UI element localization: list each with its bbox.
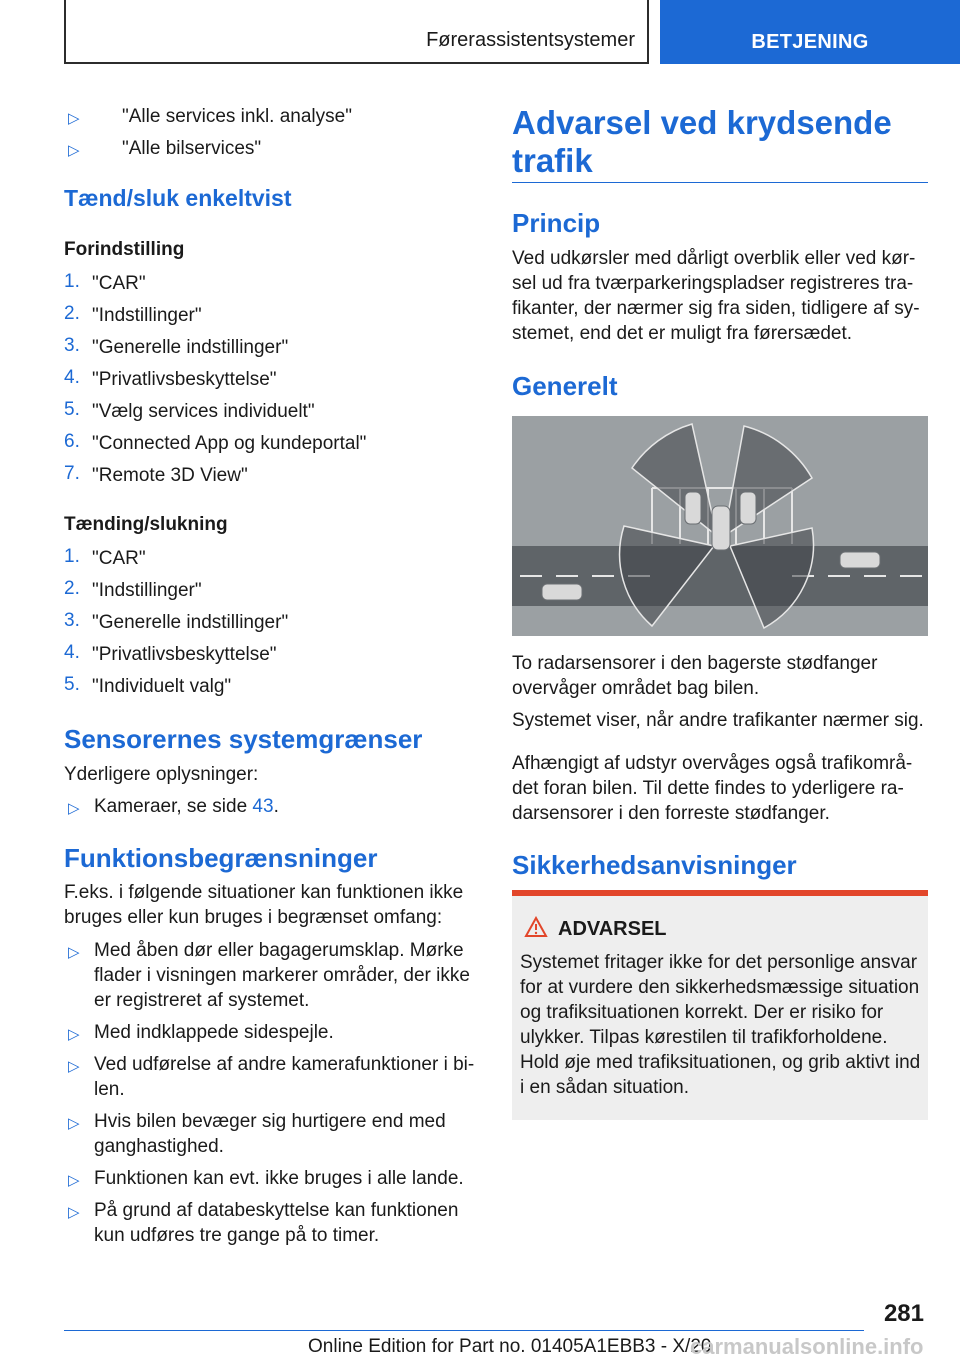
step-number: 5. — [64, 674, 80, 695]
limits-intro-line: F.eks. i følgende situationer kan funktionen ikke — [64, 882, 464, 903]
step-number: 4. — [64, 642, 80, 663]
limit-bullet-line: Funktionen kan evt. ikke bruges i alle lande. — [94, 1168, 464, 1189]
header-section-title: Førerassistentsystemer — [426, 29, 635, 51]
warning-line: og trafiksituationen korrekt. Der er risiko for — [520, 1002, 884, 1023]
step-number: 7. — [64, 463, 80, 484]
principle-line: fikanter, der nærmer sig fra siden, tidligere af sy- — [512, 298, 920, 319]
general-line: darsensorer i den forreste stødfanger. — [512, 803, 830, 824]
warning-label: ADVARSEL — [558, 918, 667, 940]
general-line: Systemet viser, når andre trafikanter nærmer sig. — [512, 710, 924, 731]
cross-traffic-illustration — [512, 416, 928, 636]
heading-safety: Sikkerhedsanvisninger — [512, 850, 797, 880]
step-text: "Privatlivsbeskyttelse" — [92, 644, 277, 665]
bullet-triangle-icon: ▷ — [68, 1058, 80, 1075]
step-number: 2. — [64, 578, 80, 599]
bullet-triangle-icon: ▷ — [68, 800, 80, 817]
sensors-intro: Yderligere oplysninger: — [64, 764, 259, 785]
heading-general: Generelt — [512, 371, 618, 401]
step-text: "Vælg services individuelt" — [92, 401, 315, 422]
step-text: "CAR" — [92, 273, 146, 294]
warning-line: for at vurdere den sikkerhedsmæssige situation — [520, 977, 920, 998]
preset-label: Forindstilling — [64, 239, 185, 260]
general-line: To radarsensorer i den bagerste stødfanger — [512, 653, 878, 674]
step-text: "Connected App og kundeportal" — [92, 433, 367, 454]
limit-bullet-line: flader i visningen markerer områder, der ikke — [94, 965, 470, 986]
title-rule — [512, 182, 928, 183]
limits-intro-line: bruges eller kun bruges i begrænset omfang: — [64, 907, 443, 928]
page-link[interactable]: 43 — [252, 796, 274, 817]
limit-bullet-line: Ved udførelse af andre kamerafunktioner i bi- — [94, 1054, 475, 1075]
limit-bullet-line: er registreret af systemet. — [94, 990, 310, 1011]
step-text: "Remote 3D View" — [92, 465, 248, 486]
footer-rule — [64, 1330, 864, 1331]
sensors-bullet — [94, 794, 279, 819]
step-text: "Privatlivsbeskyttelse" — [92, 369, 277, 390]
limit-bullet-line: Med indklappede sidespejle. — [94, 1022, 334, 1043]
footer-watermark: carmanualsonline.info — [690, 1334, 924, 1359]
bullet-triangle-icon: ▷ — [68, 1204, 80, 1221]
heading-sensors: Sensorernes systemgrænser — [64, 724, 423, 754]
step-text: "Indstillinger" — [92, 305, 202, 326]
step-number: 3. — [64, 610, 80, 631]
step-number: 1. — [64, 271, 80, 292]
general-line: Afhængigt af udstyr overvåges også trafikområ- — [512, 753, 913, 774]
page-title-line: trafik — [512, 142, 593, 179]
limit-bullet-line: ganghastighed. — [94, 1136, 224, 1157]
step-number: 4. — [64, 367, 80, 388]
warning-line: Systemet fritager ikke for det personlige ansvar — [520, 952, 918, 973]
general-line: overvåger området bag bilen. — [512, 678, 760, 699]
bullet-triangle-icon: ▷ — [68, 944, 80, 961]
bullet-text: "Alle bilservices" — [122, 138, 262, 159]
step-number: 2. — [64, 303, 80, 324]
step-number: 5. — [64, 399, 80, 420]
bullet-text: "Alle services inkl. analyse" — [122, 106, 352, 127]
warning-line: ulykker. Tilpas kørestilen til trafikforholdene. — [520, 1027, 888, 1048]
bullet-triangle-icon: ▷ — [68, 1172, 80, 1189]
sensors-bullet-text: Kameraer, se side — [94, 796, 253, 817]
principle-line: Ved udkørsler med dårligt overblik eller ved kør- — [512, 248, 916, 269]
bullet-triangle-icon: ▷ — [68, 1115, 80, 1132]
step-text: "Generelle indstillinger" — [92, 337, 289, 358]
sensors-bullet-end: . — [273, 796, 279, 817]
step-text: "CAR" — [92, 548, 146, 569]
heading-limits: Funktionsbegrænsninger — [64, 843, 378, 873]
bullet-triangle-icon: ▷ — [68, 110, 80, 127]
parking-diagram — [512, 416, 928, 636]
page-title-line: Advarsel ved krydsende — [512, 104, 892, 141]
warning-line: i en sådan situation. — [520, 1077, 690, 1098]
header-tab-label: BETJENING — [751, 31, 869, 53]
bullet-triangle-icon: ▷ — [68, 142, 80, 159]
principle-line: stemet, end det er muligt fra førersædet. — [512, 323, 853, 344]
header-tab — [660, 0, 960, 64]
warning-bar — [512, 890, 928, 896]
step-text: "Generelle indstillinger" — [92, 612, 289, 633]
bullet-triangle-icon: ▷ — [68, 1026, 80, 1043]
warning-line: Hold øje med trafiksituationen, og grib aktivt ind — [520, 1052, 921, 1073]
heading-toggle: Tænd/sluk enkeltvist — [64, 185, 292, 211]
step-number: 1. — [64, 546, 80, 567]
limit-bullet-line: På grund af databeskyttelse kan funktionen — [94, 1200, 459, 1221]
principle-line: sel ud fra tværparkeringspladser registreres tra- — [512, 273, 914, 294]
step-text: "Indstillinger" — [92, 580, 202, 601]
limit-bullet-line: Med åben dør eller bagagerumsklap. Mørke — [94, 940, 464, 961]
limit-bullet-line: len. — [94, 1079, 125, 1100]
switch-label: Tænding/slukning — [64, 514, 228, 535]
step-number: 3. — [64, 335, 80, 356]
page-number: 281 — [883, 1300, 924, 1327]
warning-triangle-icon — [524, 916, 548, 943]
limit-bullet-line: kun udføres tre gange på to timer. — [94, 1225, 380, 1246]
general-line: det foran bilen. Til dette findes to yderligere ra- — [512, 778, 904, 799]
step-number: 6. — [64, 431, 80, 452]
warning-box — [512, 890, 928, 1120]
heading-principle: Princip — [512, 208, 601, 238]
footer-edition: Online Edition for Part no. 01405A1EBB3 - X/20 — [308, 1336, 712, 1357]
step-text: "Individuelt valg" — [92, 676, 232, 697]
header-section-box — [64, 0, 649, 64]
limit-bullet-line: Hvis bilen bevæger sig hurtigere end med — [94, 1111, 446, 1132]
